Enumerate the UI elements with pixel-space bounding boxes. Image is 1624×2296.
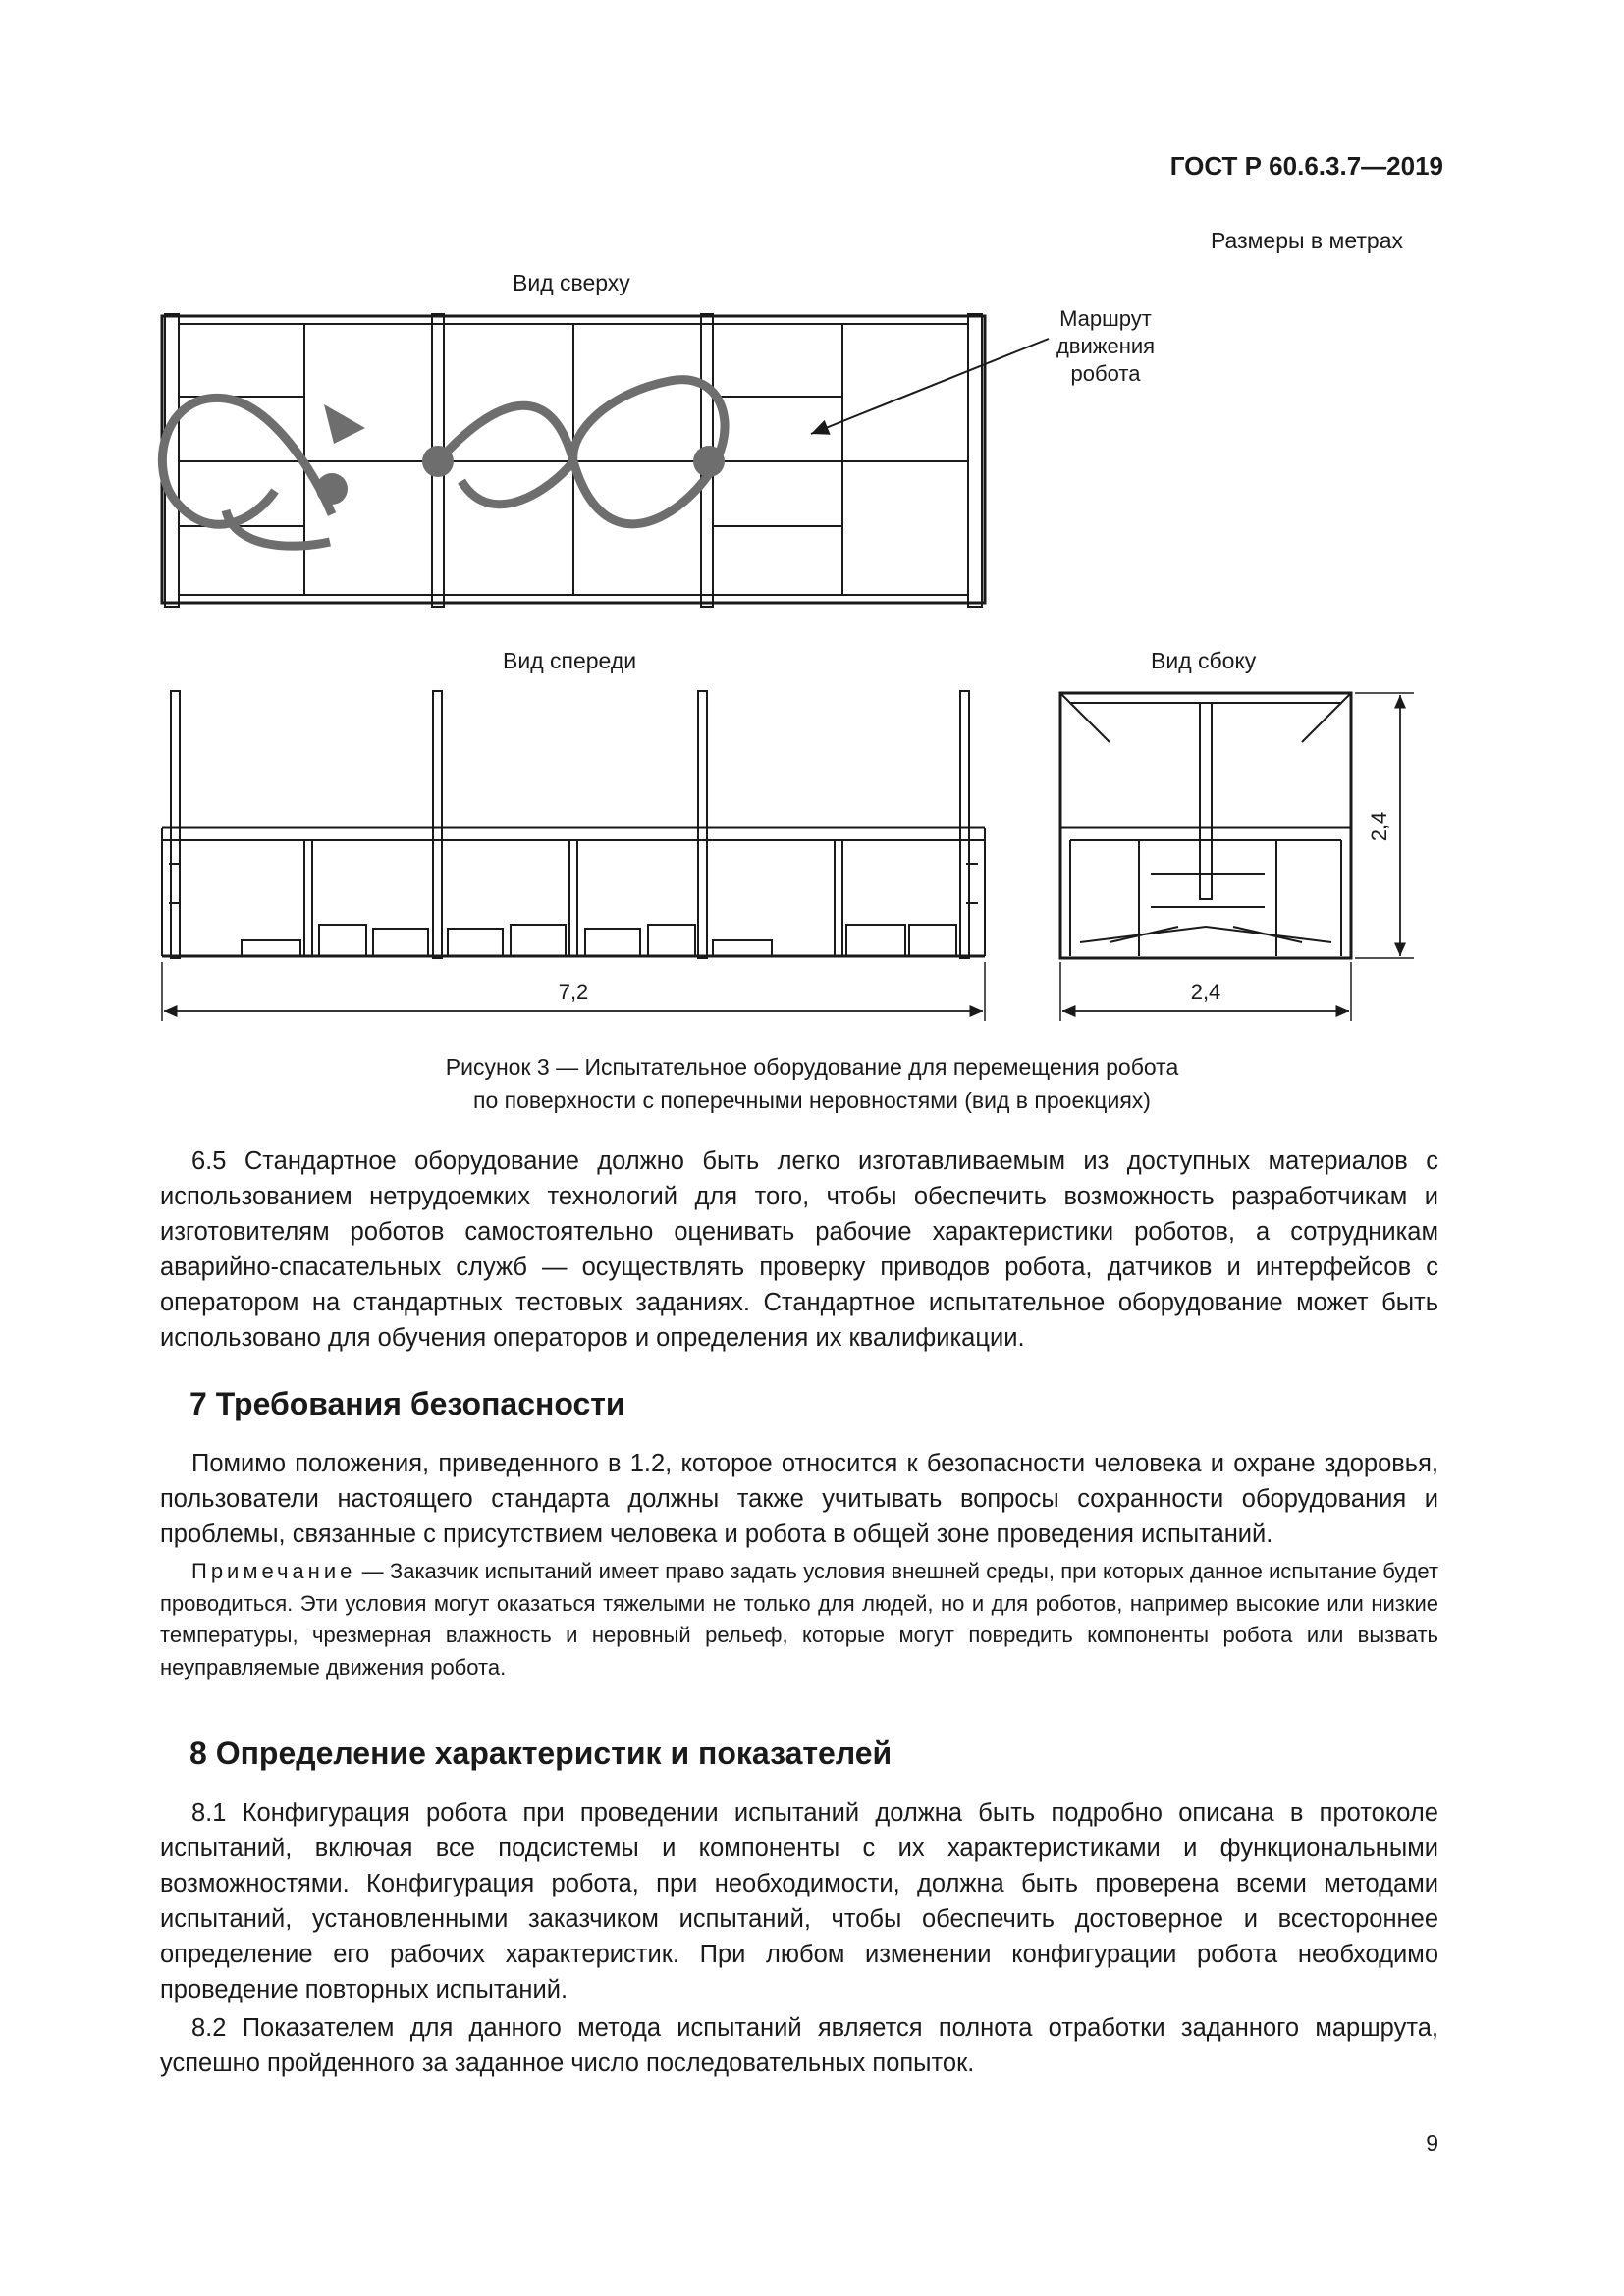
- units-note: Размеры в метрах: [1210, 228, 1403, 253]
- top-view-label: Вид сверху: [513, 270, 630, 295]
- note-text: — Заказчик испытаний имеет право задать условия внешней среды, при которых данное испытание будет проводиться. Эти условия могут оказаться тяжелыми не только для людей, но и для роботов, например высокие или низкие температуры, чрезмерная влажность и неровный рельеф, которые могут повредить компоненты робота или вызвать неуправляемые движения робота.: [160, 1559, 1438, 1680]
- route-leader-line: [811, 339, 1049, 434]
- front-view: [162, 691, 985, 958]
- page-number: 9: [1426, 2130, 1438, 2156]
- side-view: [1060, 693, 1351, 958]
- figure-caption: [0, 1050, 1624, 1117]
- section-7-paragraph: Помимо положения, приведенного в 1.2, которое относится к безопасности человека и охране здоровья, пользователи настоящего стандарта должны также учитывать вопросы сохранности оборудования и проблемы, связанные с присутствием человека и робота в общей зоне проведения испытаний.: [160, 1450, 1438, 1548]
- note-label: Примечание: [191, 1559, 356, 1583]
- route-end-point: [316, 473, 348, 505]
- side-width-value: 2,4: [1190, 980, 1221, 1004]
- section-7-heading: 7 Требования безопасности: [189, 1386, 625, 1421]
- section-7-note: [160, 1556, 1438, 1683]
- front-width-value: 7,2: [558, 980, 589, 1004]
- route-start-arrow: [324, 404, 365, 444]
- front-view-label: Вид спереди: [503, 648, 637, 673]
- figure-3-drawing: [0, 0, 1624, 1041]
- paragraph-6-5: 6.5 Стандартное оборудование должно быть легко изготавливаемым из доступных материалов с использованием нетрудоемких технологий для того, чтобы обеспечить возможность разработчикам и изготовителям роботов самостоятельно оценивать рабочие характеристики роботов, а сотрудникам аварийно-спасательных служб — осуществлять проверку приводов робота, датчиков и интерфейсов с оператором на стандартных тестовых заданиях. Стандартное испытательное оборудование может быть использовано для обучения операторов и определения их квалификации.: [160, 1148, 1438, 1352]
- paragraph-8-2: 8.2 Показателем для данного метода испытаний является полнота отработки заданного маршрута, успешно пройденного за заданное число последовательных попыток.: [160, 2014, 1438, 2077]
- route-callout-line2: движения: [1056, 334, 1156, 358]
- waypoint-right: [693, 446, 725, 477]
- waypoint-left: [422, 446, 454, 477]
- side-height-value: 2,4: [1367, 811, 1391, 842]
- route-callout-line3: робота: [1070, 361, 1141, 386]
- route-callout-line1: Маршрут: [1059, 306, 1152, 331]
- paragraph-8-1: 8.1 Конфигурация робота при проведении испытаний должна быть подробно описана в протоколе испытаний, включая все подсистемы и компоненты с их характеристиками и функциональными возможностями. Конфигурация робота, при необходимости, должна быть проверена всеми методами испытаний, установленными заказчиком испытаний, чтобы обеспечить достоверное и всестороннее определение его рабочих характеристик. При любом изменении конфигурации робота необходимо проведение повторных испытаний.: [160, 1799, 1438, 2003]
- side-view-label: Вид сбоку: [1151, 648, 1257, 673]
- figure-caption-line1: Рисунок 3 — Испытательное оборудование для перемещения робота: [445, 1054, 1179, 1080]
- section-8-heading: 8 Определение характеристик и показателей: [189, 1735, 893, 1771]
- standard-code: ГОСТ Р 60.6.3.7—2019: [1169, 151, 1443, 181]
- figure-caption-line2: по поверхности с поперечными неровностями (вид в проекциях): [473, 1088, 1151, 1113]
